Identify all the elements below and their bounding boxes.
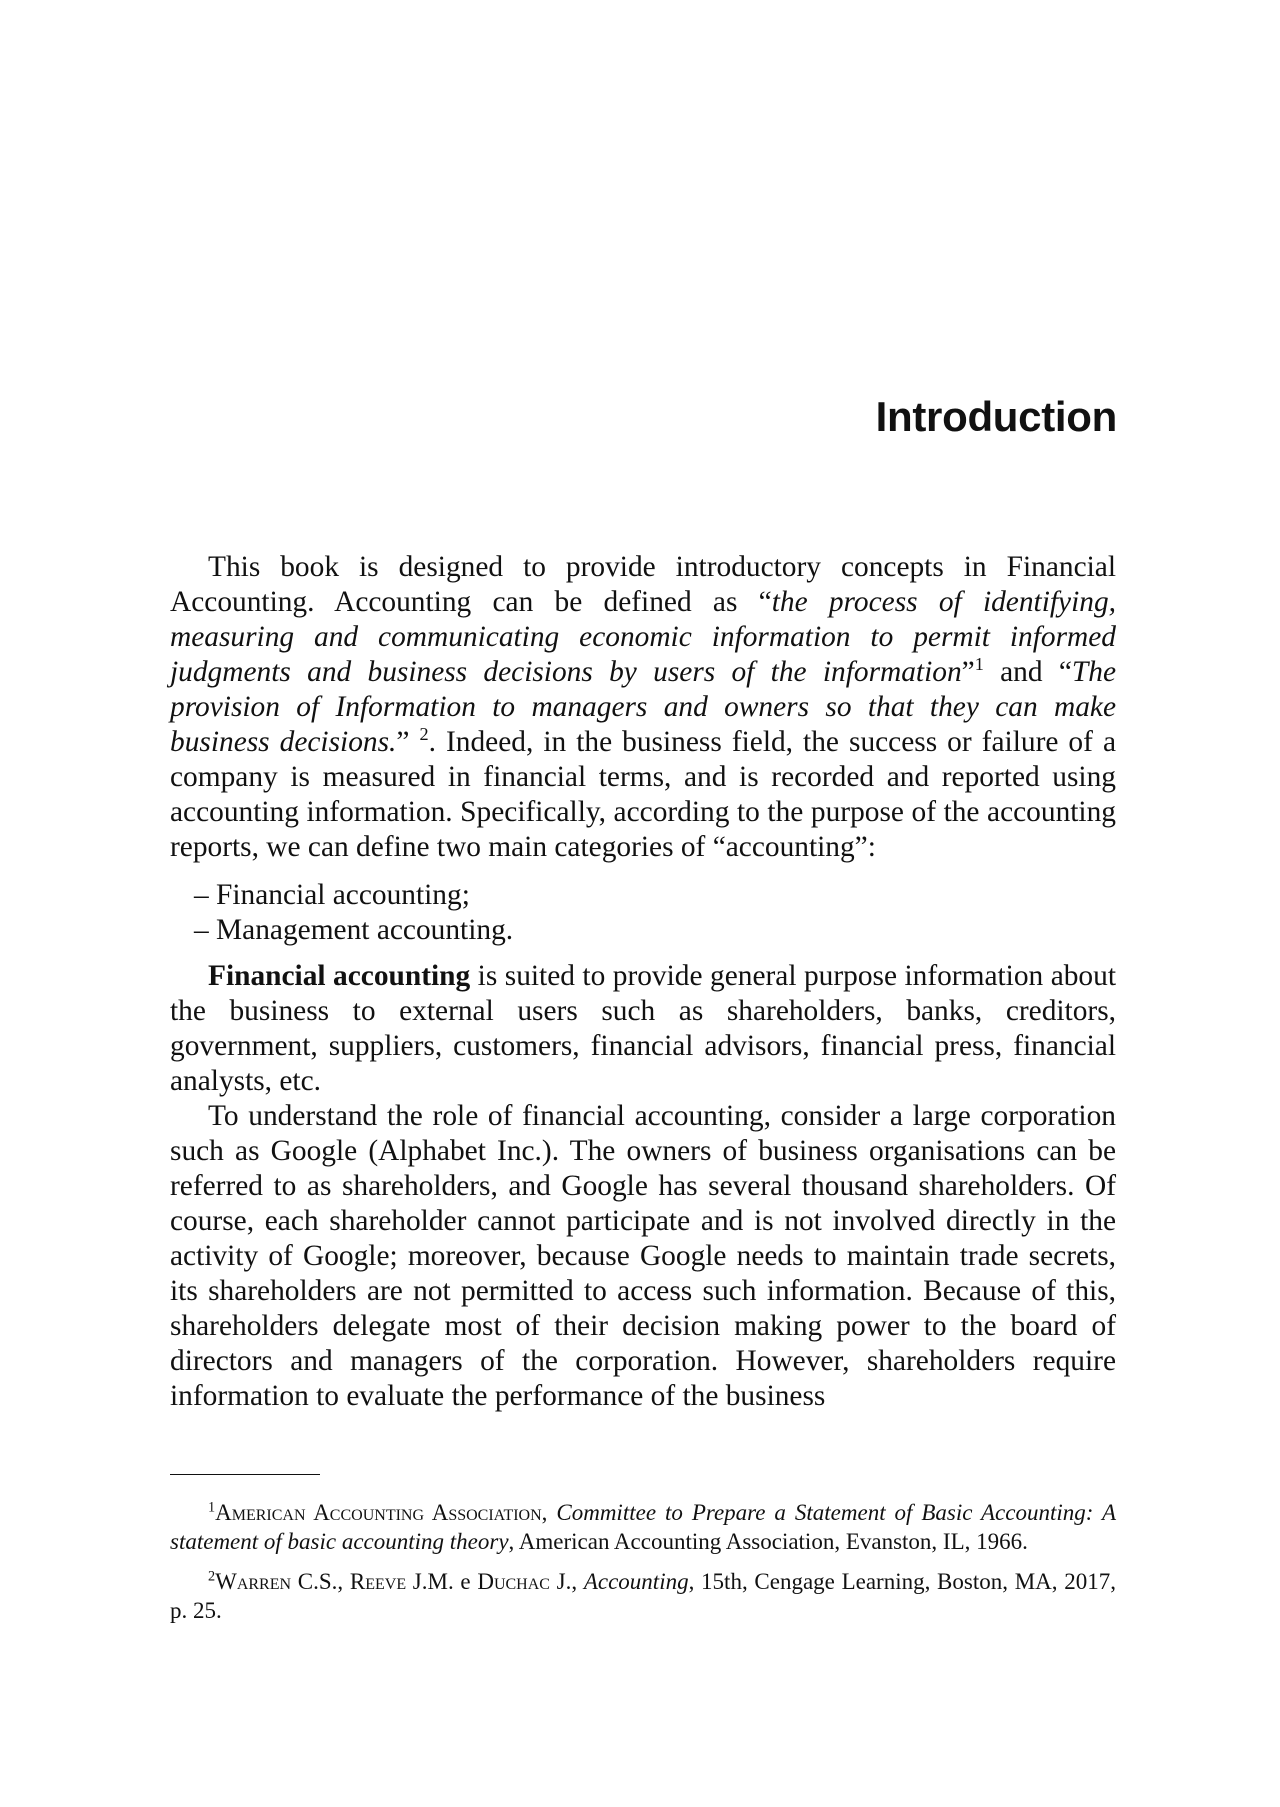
intro-paragraph	[170, 550, 1116, 865]
footnote-1-separator: ,	[541, 1500, 557, 1525]
footnote-2-author-1-initials: C.S.,	[291, 1569, 350, 1594]
definition-quote-2: The provision of Information to managers and owners so that they can make business decisions.	[170, 656, 1116, 758]
financial-accounting-text: is suited to provide general purpose information about the business to external users such as shareholders, banks, creditors, government, suppliers, customers, financial advisors, financial press, financial analysts, etc.	[170, 960, 1116, 1097]
footnote-2-author-1: Warren	[215, 1569, 292, 1594]
footnote-1	[170, 1498, 1116, 1556]
body-text	[170, 550, 1116, 1414]
footnotes	[170, 1498, 1116, 1636]
footnote-2-rest: , 15th, Cengage Learning, Boston, MA, 2017, p. 25.	[170, 1569, 1116, 1623]
footnote-ref-2: 2	[419, 724, 429, 745]
definition-quote-1: the process of identifying, measuring and communicating economic information to permit informed judgments and business decisions by users of the information	[170, 586, 1116, 688]
footnote-2	[170, 1567, 1116, 1625]
google-example-paragraph: To understand the role of financial accounting, consider a large corporation such as Google (Alphabet Inc.). The owners of business organisations can be referred to as shareholders, and Google has several thousand shareholders. Of course, each shareholder cannot participate and is not involved directly in the activity of Google; moreover, because Google needs to maintain trade secrets, its shareholders are not permitted to access such information. Because of this, shareholders delegate most of their decision making power to the board of directors and managers of the corporation. However, shareholders require information to evaluate the performance of the business	[170, 1100, 1116, 1412]
footnote-1-rest: , American Accounting Association, Evanston, IL, 1966.	[508, 1529, 1028, 1554]
list-item: – Financial accounting;	[194, 879, 470, 911]
intro-text-2: ”	[961, 656, 975, 688]
intro-text-1: This book is designed to provide introductory concepts in Financial Accounting. Accounting can be defined as “	[170, 551, 1116, 618]
footnote-2-author-2-initials: J.M. e	[406, 1569, 478, 1594]
footnote-2-author-2: Reeve	[349, 1569, 407, 1594]
footnote-mark-2: 2	[208, 1568, 216, 1585]
intro-text-5: . Indeed, in the business field, the success or failure of a company is measured in financial terms, and is recorded and reported using accounting information. Specifically, according to the purpose of the accounting reports, we can define two main categories of “accounting”:	[170, 726, 1116, 863]
intro-text-4: ”	[396, 726, 420, 758]
list-item: – Management accounting.	[194, 914, 514, 946]
footnote-ref-1: 1	[974, 654, 984, 675]
footnote-2-title: Accounting	[583, 1569, 689, 1594]
footnote-1-title: Committee to Prepare a Statement of Basic Accounting: A statement of basic accounting theory	[170, 1500, 1116, 1554]
footnote-divider	[170, 1474, 320, 1475]
term-financial-accounting: Financial accounting	[208, 960, 471, 992]
footnote-2-author-3-initials: J.,	[549, 1569, 584, 1594]
intro-text-3: and “	[983, 656, 1072, 688]
accounting-categories-list	[170, 878, 1116, 948]
financial-accounting-paragraph	[170, 959, 1116, 1099]
footnote-mark-1: 1	[208, 1499, 216, 1516]
footnote-2-author-3: Duchac	[477, 1569, 550, 1594]
chapter-title: Introduction	[875, 393, 1117, 440]
footnote-1-author: American Accounting Association	[215, 1500, 542, 1525]
